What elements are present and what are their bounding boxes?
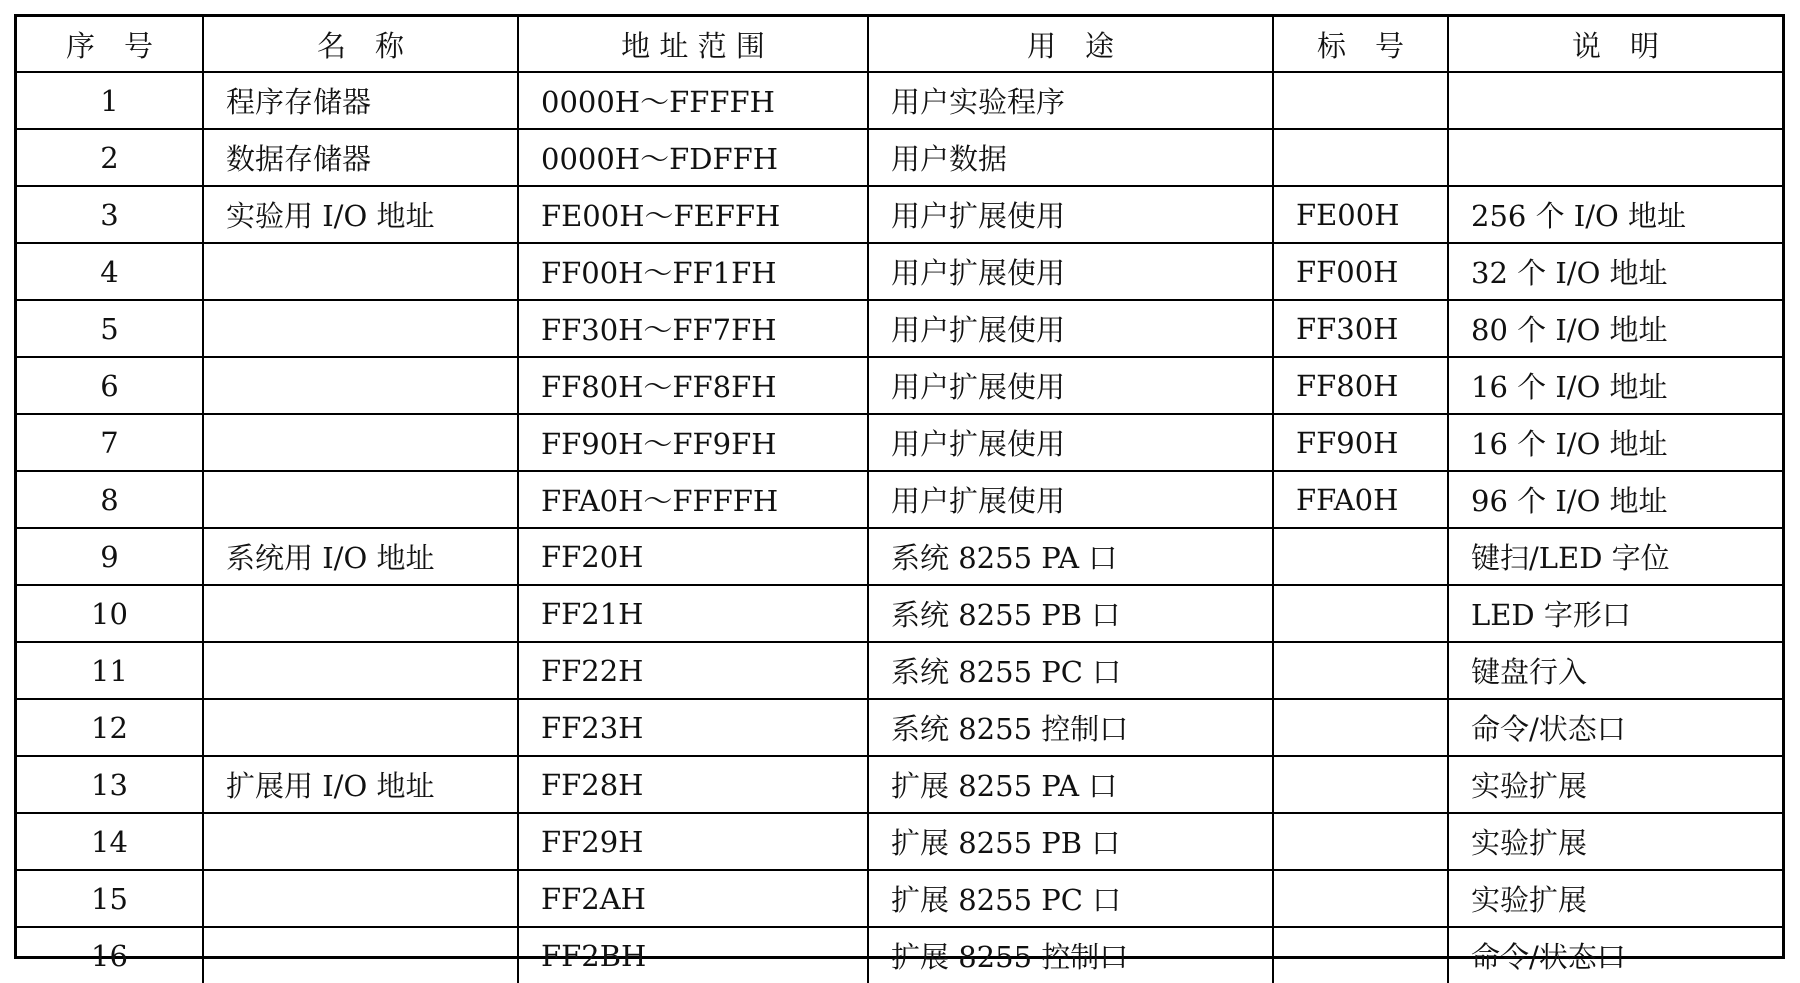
table-row — [17, 528, 1782, 585]
cell-address-range: FF00H～FF1FH — [518, 243, 868, 300]
cell-description: 命令/状态口 — [1448, 927, 1782, 983]
table-row — [17, 585, 1782, 642]
address-table-container — [14, 14, 1785, 974]
cell-name: 数据存储器 — [203, 129, 518, 186]
cell-usage: 系统 8255 PA 口 — [868, 528, 1273, 585]
cell-address-range: FFA0H～FFFFH — [518, 471, 868, 528]
table-row — [17, 699, 1782, 756]
cell-name — [203, 414, 518, 471]
address-map-table — [17, 17, 1782, 983]
cell-index: 9 — [17, 528, 203, 585]
table-row — [17, 414, 1782, 471]
cell-label — [1273, 813, 1448, 870]
cell-usage: 扩展 8255 PC 口 — [868, 870, 1273, 927]
header-usage: 用 途 — [868, 17, 1273, 72]
cell-index: 12 — [17, 699, 203, 756]
cell-label: FE00H — [1273, 186, 1448, 243]
cell-name — [203, 699, 518, 756]
table-row — [17, 756, 1782, 813]
header-description: 说 明 — [1448, 17, 1782, 72]
cell-label — [1273, 642, 1448, 699]
cell-label — [1273, 72, 1448, 129]
cell-usage: 扩展 8255 PA 口 — [868, 756, 1273, 813]
cell-description: 16 个 I/O 地址 — [1448, 414, 1782, 471]
cell-description: 实验扩展 — [1448, 813, 1782, 870]
header-name: 名 称 — [203, 17, 518, 72]
cell-description: 命令/状态口 — [1448, 699, 1782, 756]
cell-address-range: FF29H — [518, 813, 868, 870]
cell-description — [1448, 129, 1782, 186]
cell-name: 系统用 I/O 地址 — [203, 528, 518, 585]
cell-index: 14 — [17, 813, 203, 870]
table-row — [17, 927, 1782, 983]
table-row — [17, 642, 1782, 699]
cell-description: 实验扩展 — [1448, 756, 1782, 813]
cell-description: 键盘行入 — [1448, 642, 1782, 699]
cell-label: FF80H — [1273, 357, 1448, 414]
cell-name: 扩展用 I/O 地址 — [203, 756, 518, 813]
cell-description: 80 个 I/O 地址 — [1448, 300, 1782, 357]
cell-index: 3 — [17, 186, 203, 243]
cell-address-range: FF80H～FF8FH — [518, 357, 868, 414]
cell-usage: 用户扩展使用 — [868, 186, 1273, 243]
table-row — [17, 243, 1782, 300]
cell-name — [203, 357, 518, 414]
cell-label: FF30H — [1273, 300, 1448, 357]
cell-index: 5 — [17, 300, 203, 357]
cell-index: 2 — [17, 129, 203, 186]
cell-name — [203, 300, 518, 357]
cell-usage: 系统 8255 控制口 — [868, 699, 1273, 756]
cell-index: 4 — [17, 243, 203, 300]
header-index: 序 号 — [17, 17, 203, 72]
cell-address-range: FF2BH — [518, 927, 868, 983]
cell-address-range: FE00H～FEFFH — [518, 186, 868, 243]
table-row — [17, 129, 1782, 186]
table-row — [17, 471, 1782, 528]
cell-index: 7 — [17, 414, 203, 471]
cell-label — [1273, 528, 1448, 585]
cell-label: FFA0H — [1273, 471, 1448, 528]
cell-description: 96 个 I/O 地址 — [1448, 471, 1782, 528]
table-row — [17, 300, 1782, 357]
cell-index: 10 — [17, 585, 203, 642]
cell-name — [203, 813, 518, 870]
header-address-range: 地 址 范 围 — [518, 17, 868, 72]
cell-description: 256 个 I/O 地址 — [1448, 186, 1782, 243]
cell-name: 实验用 I/O 地址 — [203, 186, 518, 243]
cell-usage: 用户实验程序 — [868, 72, 1273, 129]
cell-index: 8 — [17, 471, 203, 528]
cell-address-range: FF20H — [518, 528, 868, 585]
cell-address-range: FF2AH — [518, 870, 868, 927]
table-row — [17, 813, 1782, 870]
cell-label — [1273, 699, 1448, 756]
cell-index: 6 — [17, 357, 203, 414]
cell-description: LED 字形口 — [1448, 585, 1782, 642]
cell-address-range: 0000H～FDFFH — [518, 129, 868, 186]
cell-name — [203, 471, 518, 528]
table-row — [17, 186, 1782, 243]
cell-name: 程序存储器 — [203, 72, 518, 129]
cell-name — [203, 870, 518, 927]
cell-label — [1273, 585, 1448, 642]
cell-label: FF90H — [1273, 414, 1448, 471]
cell-usage: 系统 8255 PB 口 — [868, 585, 1273, 642]
cell-usage: 用户扩展使用 — [868, 243, 1273, 300]
cell-usage: 用户数据 — [868, 129, 1273, 186]
cell-label — [1273, 927, 1448, 983]
cell-usage: 扩展 8255 控制口 — [868, 927, 1273, 983]
cell-usage: 用户扩展使用 — [868, 357, 1273, 414]
table-row — [17, 72, 1782, 129]
cell-label: FF00H — [1273, 243, 1448, 300]
table-row — [17, 357, 1782, 414]
cell-address-range: FF28H — [518, 756, 868, 813]
cell-address-range: 0000H～FFFFH — [518, 72, 868, 129]
cell-address-range: FF90H～FF9FH — [518, 414, 868, 471]
cell-index: 15 — [17, 870, 203, 927]
cell-description: 32 个 I/O 地址 — [1448, 243, 1782, 300]
cell-index: 16 — [17, 927, 203, 983]
cell-address-range: FF30H～FF7FH — [518, 300, 868, 357]
cell-name — [203, 585, 518, 642]
table-header-row — [17, 17, 1782, 72]
cell-usage: 用户扩展使用 — [868, 471, 1273, 528]
cell-address-range: FF22H — [518, 642, 868, 699]
cell-usage: 用户扩展使用 — [868, 300, 1273, 357]
cell-label — [1273, 870, 1448, 927]
cell-index: 13 — [17, 756, 203, 813]
cell-name — [203, 243, 518, 300]
cell-address-range: FF23H — [518, 699, 868, 756]
cell-name — [203, 642, 518, 699]
header-label: 标 号 — [1273, 17, 1448, 72]
table-row — [17, 870, 1782, 927]
cell-usage: 用户扩展使用 — [868, 414, 1273, 471]
cell-name — [203, 927, 518, 983]
cell-label — [1273, 756, 1448, 813]
cell-description: 实验扩展 — [1448, 870, 1782, 927]
cell-address-range: FF21H — [518, 585, 868, 642]
cell-usage: 扩展 8255 PB 口 — [868, 813, 1273, 870]
cell-usage: 系统 8255 PC 口 — [868, 642, 1273, 699]
cell-description: 键扫/LED 字位 — [1448, 528, 1782, 585]
cell-label — [1273, 129, 1448, 186]
cell-description: 16 个 I/O 地址 — [1448, 357, 1782, 414]
cell-index: 1 — [17, 72, 203, 129]
cell-description — [1448, 72, 1782, 129]
cell-index: 11 — [17, 642, 203, 699]
